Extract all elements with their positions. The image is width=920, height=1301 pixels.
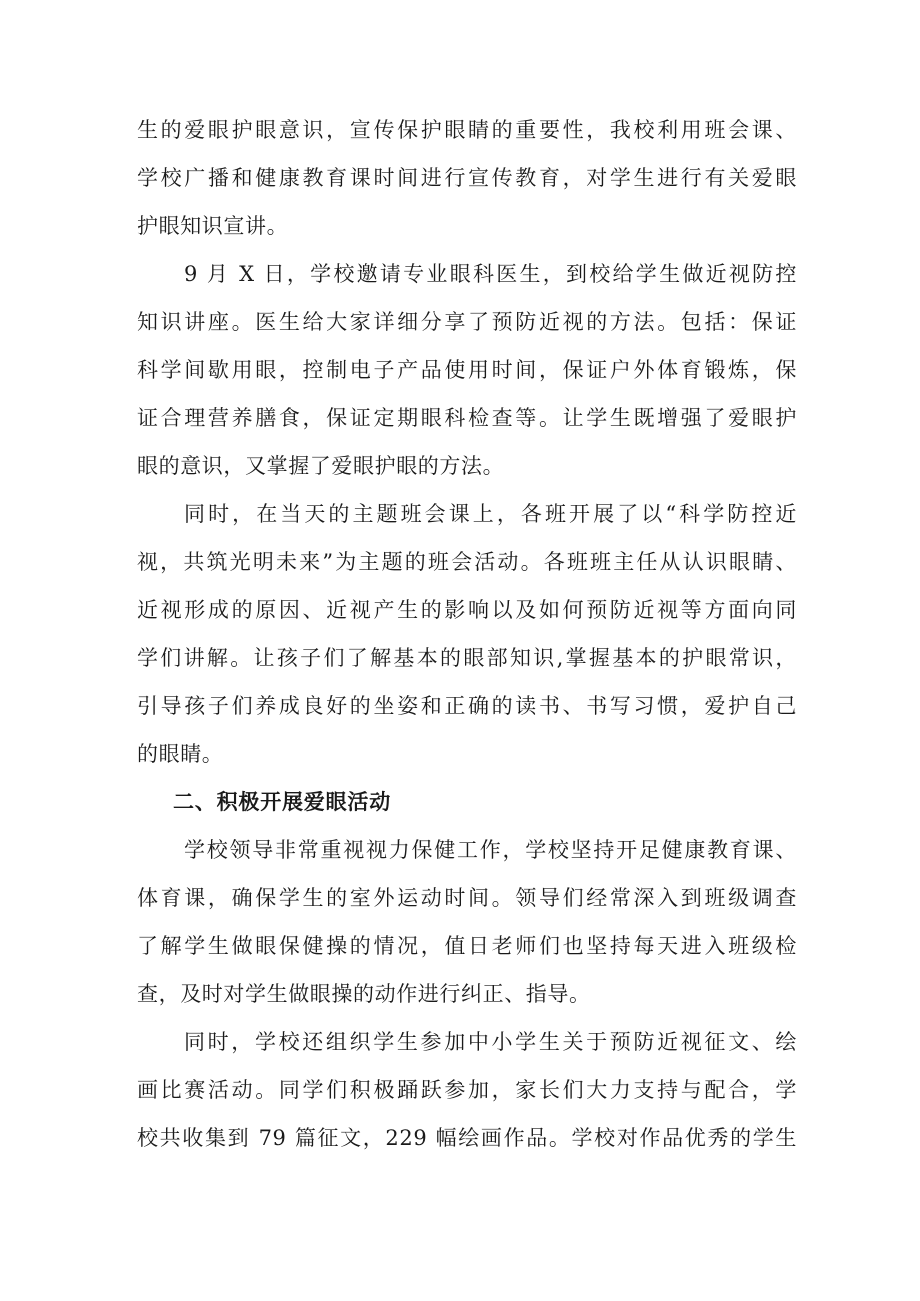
paragraph-5 <box>137 1018 797 1162</box>
paragraph-line: 知识讲座。医生给大家详细分享了预防近视的方法。包括：保证 <box>137 310 797 334</box>
paragraph-line: 证合理营养膳食，保证定期眼科检查等。让学生既增强了爱眼护 <box>137 406 797 430</box>
paragraph-line: 的眼睛。 <box>137 742 224 766</box>
paragraph-line: 学校领导非常重视视力保健工作，学校坚持开足健康教育课、 <box>184 838 797 862</box>
paragraph-line: 眼的意识，又掌握了爱眼护眼的方法。 <box>137 454 505 478</box>
paragraph-line: 体育课，确保学生的室外运动时间。领导们经常深入到班级调查 <box>137 886 797 910</box>
section-heading: 二、积极开展爱眼活动 <box>173 790 391 814</box>
paragraph-line: 画比赛活动。同学们积极踊跃参加，家长们大力支持与配合，学 <box>137 1078 797 1102</box>
paragraph-line: 视，共筑光明未来”为主题的班会活动。各班班主任从认识眼睛、 <box>137 550 797 574</box>
paragraph-1 <box>137 106 797 250</box>
paragraph-line: 近视形成的原因、近视产生的影响以及如何预防近视等方面向同 <box>137 598 797 622</box>
paragraph-line: 引导孩子们养成良好的坐姿和正确的读书、书写习惯，爱护自己 <box>137 694 797 718</box>
paragraph-line: 护眼知识宣讲。 <box>137 214 289 238</box>
paragraph-line: 同时，在当天的主题班会课上，各班开展了以“科学防控近 <box>184 502 797 526</box>
paragraph-line: 9 月 X 日，学校邀请专业眼科医生，到校给学生做近视防控 <box>184 262 797 286</box>
paragraph-line: 查，及时对学生做眼操的动作进行纠正、指导。 <box>137 982 591 1006</box>
paragraph-4 <box>137 826 797 1018</box>
paragraph-3 <box>137 490 797 778</box>
paragraph-line: 同时，学校还组织学生参加中小学生关于预防近视征文、绘 <box>184 1030 797 1054</box>
paragraph-line: 学校广播和健康教育课时间进行宣传教育，对学生进行有关爱眼 <box>137 166 797 190</box>
document-body <box>137 106 797 1162</box>
paragraph-2 <box>137 250 797 490</box>
paragraph-line: 学们讲解。让孩子们了解基本的眼部知识,掌握基本的护眼常识， <box>137 646 797 670</box>
paragraph-line: 生的爱眼护眼意识，宣传保护眼睛的重要性，我校利用班会课、 <box>137 118 797 142</box>
paragraph-line: 科学间歇用眼，控制电子产品使用时间，保证户外体育锻炼，保 <box>137 358 797 382</box>
paragraph-line: 了解学生做眼保健操的情况，值日老师们也坚持每天进入班级检 <box>137 934 797 958</box>
paragraph-line: 校共收集到 79 篇征文，229 幅绘画作品。学校对作品优秀的学生 <box>137 1126 797 1150</box>
